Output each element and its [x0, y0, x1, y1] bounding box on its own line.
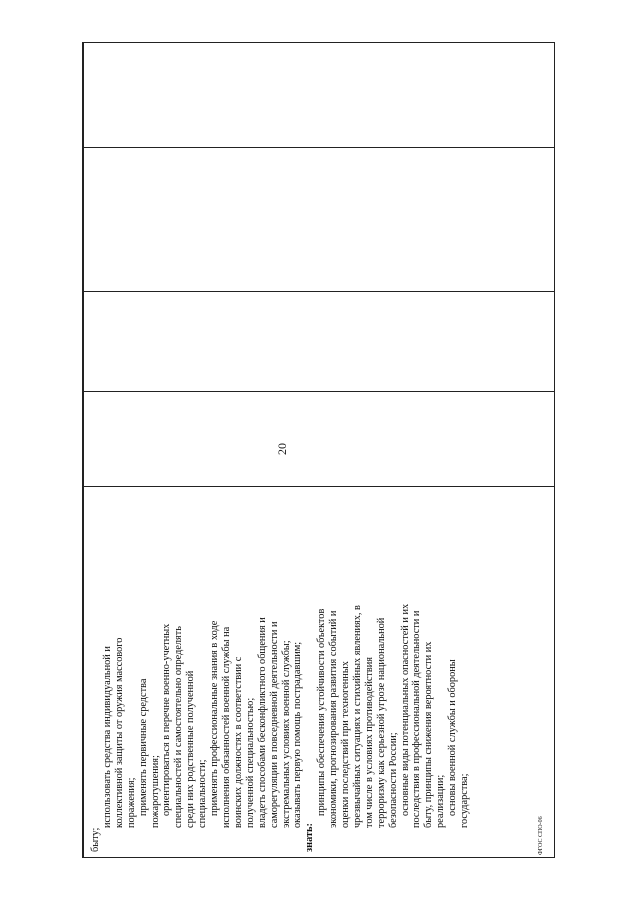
cell-line: специальностей и самостоятельно определять [173, 626, 185, 828]
cell-line: исполнения обязанностей военной службы на [220, 626, 232, 828]
table-divider [83, 43, 84, 857]
cell-line: применять профессиональные знания в ходе [209, 620, 221, 816]
cell-line: поражения; [125, 777, 137, 828]
cell-line: оказывать первую помощь пострадавшим; [292, 641, 304, 828]
cell-line: реализации; [435, 774, 447, 828]
cell-line: ориентироваться в перечне военно-учетных [161, 623, 173, 816]
cell-line: быту, принципы снижения вероятности их [423, 641, 435, 828]
cell-line: том числе в условиях противодействия [363, 656, 375, 828]
cell-line: применять первичные средства [137, 678, 149, 816]
table-cell-text [90, 485, 485, 852]
cell-line: последствия в профессиональной деятельности и [411, 610, 423, 828]
cell-line: оценки последствий при техногенных [340, 661, 352, 828]
cell-line: основные виды потенциальных опасностей и их [399, 603, 411, 816]
cell-line: саморегуляции в повседневной деятельности и [268, 621, 280, 828]
cell-line: среди них родственные полученной [185, 670, 197, 828]
cell-line: коллективной защиты от оружия массового [113, 637, 125, 828]
cell-line: пожаротушения; [149, 755, 161, 828]
cell-line: государства; [459, 773, 471, 828]
cell-line: использовать средства индивидуальной и [101, 646, 113, 828]
document-footer: ФГОС СПО-06 [538, 816, 544, 855]
page-number: 20 [275, 443, 289, 455]
cell-line: чрезвычайных ситуациях и стихийных явлениях, в [351, 605, 363, 828]
cell-line: экстремальных условиях военной службы; [280, 640, 292, 828]
cell-line: знать: [304, 823, 316, 852]
cell-line: воинских должностях в соответствии с [232, 656, 244, 828]
cell-line: быту; [90, 827, 101, 852]
table-divider [83, 291, 554, 292]
cell-line: экономики, прогнозирования развития событий и [328, 610, 340, 828]
table-divider [83, 391, 554, 392]
table-divider [83, 147, 554, 148]
cell-line: безопасности России; [387, 732, 399, 828]
cell-line: терроризму как серьезной угрозе национальной [375, 617, 387, 828]
cell-line: специальности; [197, 759, 209, 828]
cell-line: принципы обеспечения устойчивости объектов [316, 608, 328, 816]
cell-line: полученной специальностью; [244, 697, 256, 828]
cell-line: владеть способами бесконфликтного общения и [256, 617, 268, 828]
cell-line: основы военной службы и обороны [447, 659, 459, 816]
